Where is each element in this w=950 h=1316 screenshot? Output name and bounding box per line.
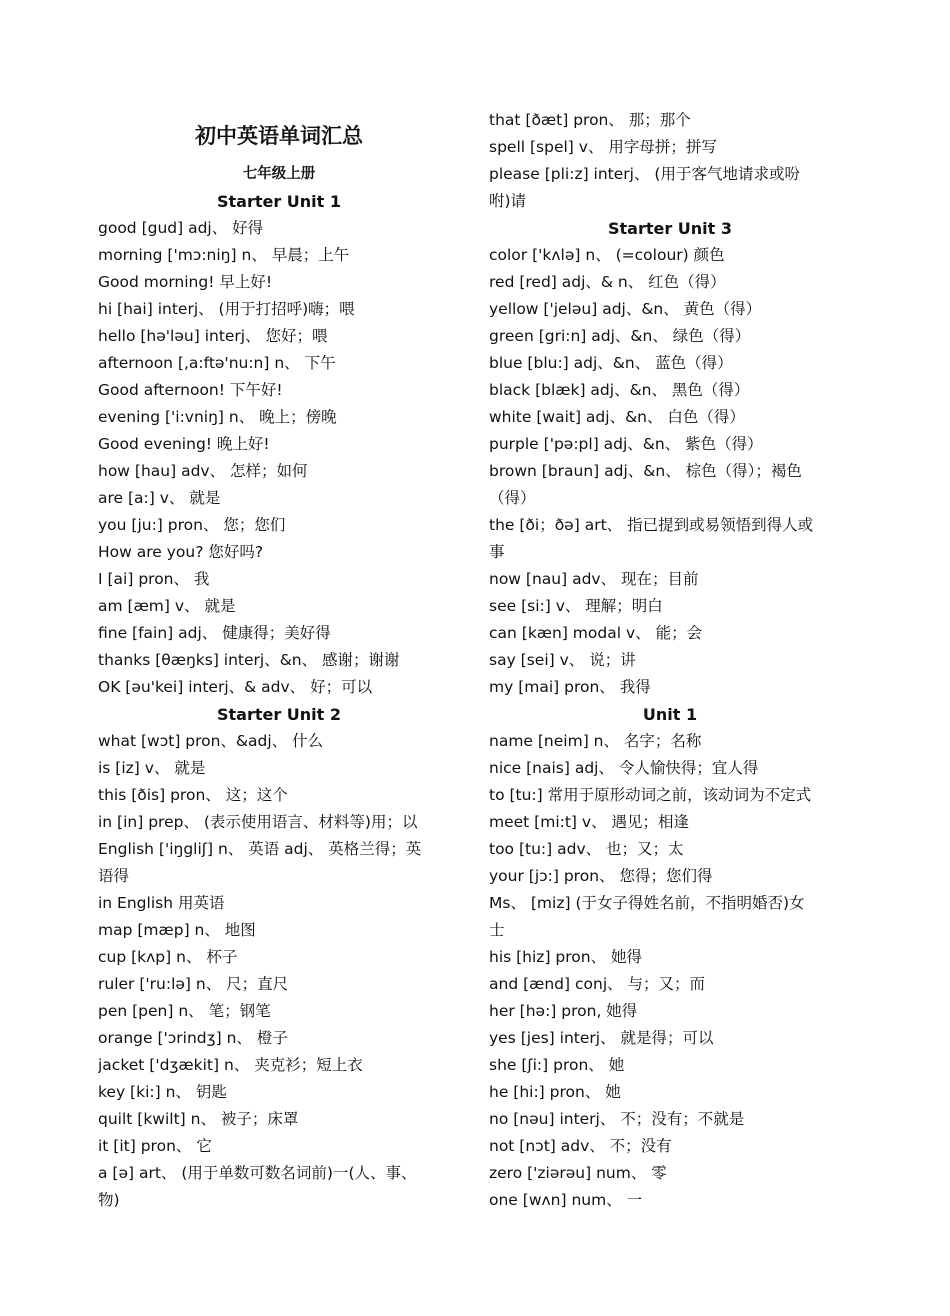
word-entry: white [wait] adj、&n、 白色（得） [489,408,745,426]
word-entry: spell [spel] v、 用字母拼；拼写 [489,138,717,156]
word-entry: my [mai] pron、 我得 [489,678,651,696]
left-column [98,0,460,1214]
left-word-list [98,188,460,1214]
word-entry-line: 物) [98,1191,120,1209]
word-entry: hi [hai] interj、 (用于打招呼)嗨；喂 [98,300,355,318]
word-entry: hello [hə'ləu] interj、 您好；喂 [98,327,328,345]
word-entry: map [mæp] n、 地图 [98,921,256,939]
word-entry: this [ðis] pron、 这；这个 [98,786,288,804]
word-entry: you [ju:] pron、 您；您们 [98,516,286,534]
word-entry: it [it] pron、 它 [98,1137,212,1155]
word-entry-line: （得） [489,489,536,507]
word-entry: cup [kʌp] n、 杯子 [98,948,238,966]
word-entry: yellow ['jeləu] adj、&n、 黄色（得） [489,300,762,318]
word-entry-multiline [489,458,851,512]
word-entry: black [blæk] adj、&n、 黑色（得） [489,381,750,399]
word-entry: one [wʌn] num、 一 [489,1191,643,1209]
word-entry: not [nɔt] adv、 不；没有 [489,1137,672,1155]
word-entry: she [ʃi:] pron、 她 [489,1056,625,1074]
word-entry-line: English ['iŋgliʃ] n、 英语 adj、 英格兰得；英 [98,840,422,858]
word-entry-line: 事 [489,543,505,561]
word-entry: jacket ['dʒækit] n、 夹克衫；短上衣 [98,1056,363,1074]
word-entry: quilt [kwilt] n、 被子；床罩 [98,1110,299,1128]
word-entry: no [nəu] interj、 不；没有；不就是 [489,1110,745,1128]
word-entry: thanks [θæŋks] interj、&n、 感谢；谢谢 [98,651,400,669]
word-entry: see [si:] v、 理解；明白 [489,597,663,615]
right-column-top-spacer [489,0,851,107]
word-entry: How are you? 您好吗? [98,543,264,561]
word-entry: can [kæn] modal v、 能；会 [489,624,703,642]
word-entry: Good evening! 晚上好! [98,435,270,453]
word-entry: yes [jes] interj、 就是得；可以 [489,1029,714,1047]
word-entry: meet [mi:t] v、 遇见；相逢 [489,813,690,831]
word-entry: is [iz] v、 就是 [98,759,206,777]
word-entry: good [gud] adj、 好得 [98,219,264,237]
word-entry-line: a [ə] art、 (用于单数可数名词前)一(人、事、 [98,1164,417,1182]
word-entry: I [ai] pron、 我 [98,570,210,588]
word-entry: and [ænd] conj、 与；又；而 [489,975,706,993]
right-word-list [489,107,851,1214]
word-entry: name [neim] n、 名字；名称 [489,732,702,750]
section-heading: Starter Unit 1 [216,192,342,211]
word-entry: he [hi:] pron、 她 [489,1083,621,1101]
word-entry: nice [nais] adj、 令人愉快得；宜人得 [489,759,759,777]
word-entry: orange ['ɔrindʒ] n、 橙子 [98,1029,288,1047]
word-entry-line: 语得 [98,867,130,885]
word-entry: afternoon [,a:ftə'nu:n] n、 下午 [98,354,336,372]
word-entry: key [ki:] n、 钥匙 [98,1083,227,1101]
grade-subtitle: 七年级上册 [242,166,316,182]
page-title: 初中英语单词汇总 [195,124,363,148]
word-entry: your [jɔ:] pron、 您得；您们得 [489,867,713,885]
word-entry-multiline [489,890,851,944]
word-entry: in English 用英语 [98,894,225,912]
word-entry-multiline [98,836,460,890]
word-entry: green [gri:n] adj、&n、 绿色（得） [489,327,751,345]
word-entry-multiline [98,1160,460,1214]
word-entry-line: 咐)请 [489,192,527,210]
section-heading: Starter Unit 3 [607,219,733,238]
word-entry: to [tu:] 常用于原形动词之前，该动词为不定式 [489,786,812,804]
word-entry-line: 士 [489,921,505,939]
word-entry: that [ðæt] pron、 那；那个 [489,111,691,129]
word-entry: her [hə:] pron, 她得 [489,1002,638,1020]
word-entry: now [nau] adv、 现在；目前 [489,570,699,588]
section-heading: Unit 1 [642,705,698,724]
word-entry: OK [əu'kei] interj、& adv、 好；可以 [98,678,373,696]
word-entry: say [sei] v、 说；讲 [489,651,636,669]
word-entry-line: Ms、 [miz] (于女子得姓名前，不指明婚否)女 [489,894,805,912]
word-entry: Good morning! 早上好! [98,273,273,291]
word-entry: fine [fain] adj、 健康得；美好得 [98,624,331,642]
word-entry: too [tu:] adv、 也；又；太 [489,840,684,858]
word-entry: ruler ['ru:lə] n、 尺；直尺 [98,975,289,993]
word-entry: Good afternoon! 下午好! [98,381,283,399]
word-entry-multiline [489,512,851,566]
section-heading: Starter Unit 2 [216,705,342,724]
word-entry-line: the [ði；ðə] art、 指已提到或易领悟到得人或 [489,516,814,534]
word-entry: pen [pen] n、 笔；钢笔 [98,1002,271,1020]
word-entry: blue [blu:] adj、&n、 蓝色（得） [489,354,733,372]
right-column [489,0,851,1214]
word-entry-line: brown [braun] adj、&n、 棕色（得）；褐色 [489,462,802,480]
word-entry: evening ['i:vniŋ] n、 晚上；傍晚 [98,408,337,426]
word-entry: are [a:] v、 就是 [98,489,221,507]
word-entry: color ['kʌlə] n、 (=colour) 颜色 [489,246,725,264]
word-entry: his [hiz] pron、 她得 [489,948,643,966]
word-entry: red [red] adj、& n、 红色（得） [489,273,726,291]
word-entry: what [wɔt] pron、&adj、 什么 [98,732,324,750]
word-entry: purple ['pə:pl] adj、&n、 紫色（得） [489,435,763,453]
word-entry: morning ['mɔ:niŋ] n、 早晨；上午 [98,246,350,264]
word-entry: in [in] prep、 (表示使用语言、材料等)用；以 [98,813,418,831]
word-entry-line: please [pli:z] interj、 (用于客气地请求或吩 [489,165,800,183]
word-entry-multiline [489,161,851,215]
word-entry: zero ['ziərəu] num、 零 [489,1164,667,1182]
word-entry: how [hau] adv、 怎样；如何 [98,462,308,480]
word-entry: am [æm] v、 就是 [98,597,236,615]
